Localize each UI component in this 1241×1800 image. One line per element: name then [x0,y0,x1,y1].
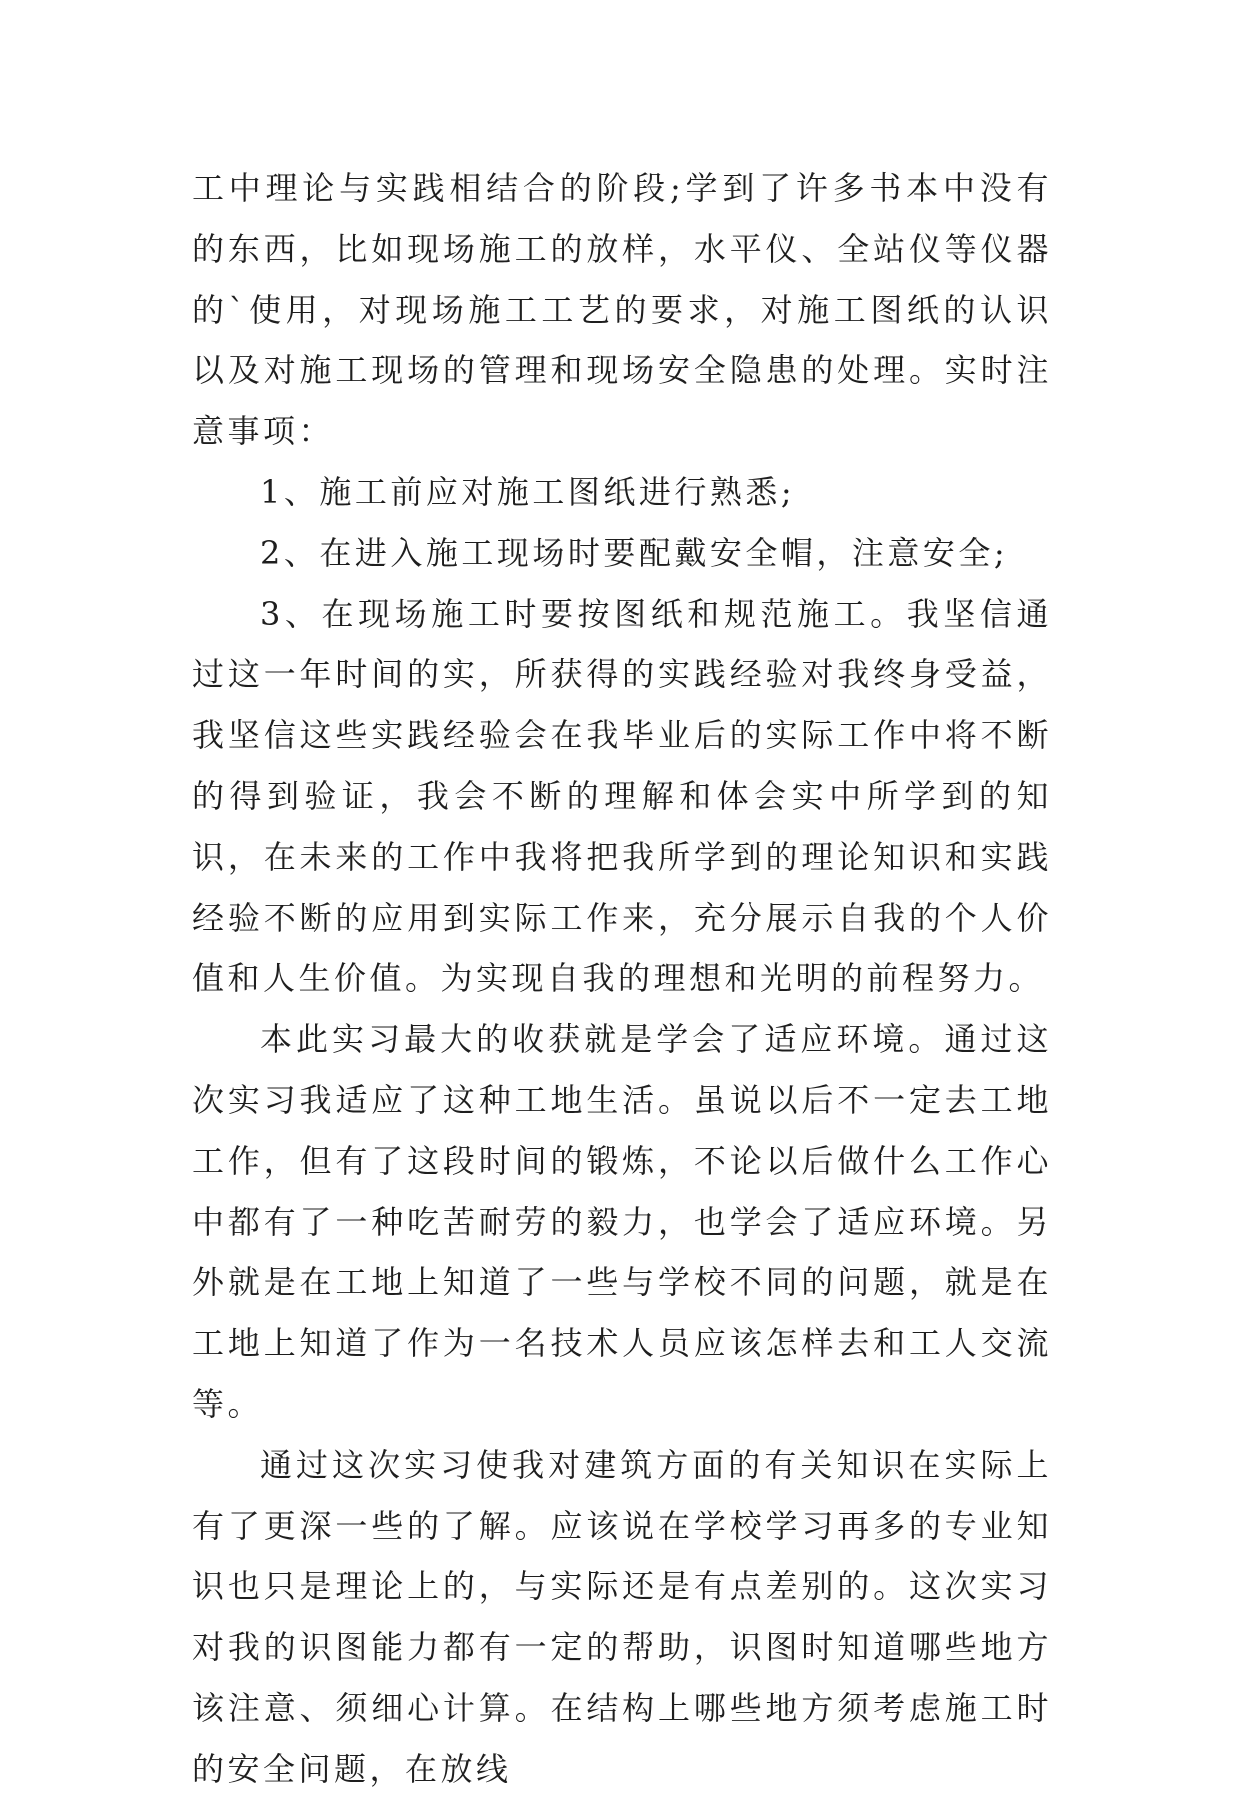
document-body [192,158,1052,1800]
paragraph-item-3: 3、在现场施工时要按图纸和规范施工。我坚信通过这一年时间的实，所获得的实践经验对我终身受益，我坚信这些实践经验会在我毕业后的实际工作中将不断的得到验证，我会不断的理解和体会实中所学到的知识，在未来的工作中我将把我所学到的理论知识和实践经验不断的应用到实际工作来，充分展示自我的个人价值和人生价值。为实现自我的理想和光明的前程努力。 [192,594,1052,998]
paragraph-knowledge: 通过这次实习使我对建筑方面的有关知识在实际上有了更深一些的了解。应该说在学校学习再多的专业知识也只是理论上的，与实际还是有点差别的。这次实习对我的识图能力都有一定的帮助，识图时知道哪些地方该注意、须细心计算。在结构上哪些地方须考虑施工时的安全问题，在放线 [192,1445,1052,1788]
paragraph-item-1: 1、施工前应对施工图纸进行熟悉; [260,472,796,511]
paragraph-continuation: 工中理论与实践相结合的阶段;学到了许多书本中没有的东西，比如现场施工的放样，水平仪、全站仪等仪器的`使用，对现场施工工艺的要求，对施工图纸的认识以及对施工现场的管理和现场安全隐患的处理。实时注意事项： [192,169,1052,451]
paragraph-harvest: 本此实习最大的收获就是学会了适应环境。通过这次实习我适应了这种工地生活。虽说以后不一定去工地工作，但有了这段时间的锻炼，不论以后做什么工作心中都有了一种吃苦耐劳的毅力，也学会了适应环境。另外就是在工地上知道了一些与学校不同的问题，就是在工地上知道了作为一名技术人员应该怎样去和工人交流等。 [192,1020,1052,1423]
paragraph-item-2: 2、在进入施工现场时要配戴安全帽，注意安全; [260,533,1009,572]
